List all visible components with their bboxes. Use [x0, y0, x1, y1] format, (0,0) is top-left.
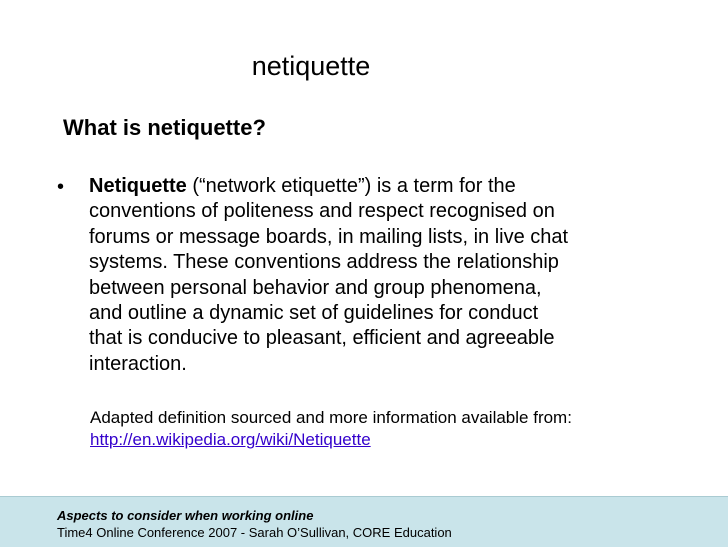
slide-title: netiquette: [251, 51, 371, 81]
source-link[interactable]: http://en.wikipedia.org/wiki/Netiquette: [90, 430, 371, 449]
bullet-text: [89, 174, 677, 377]
footer-credit: Time4 Online Conference 2007 - Sarah O’Sullivan, CORE Education: [57, 525, 452, 540]
slide-subtitle: What is netiquette?: [63, 115, 266, 140]
footer-topic: Aspects to consider when working online: [57, 508, 314, 523]
bullet-term: Netiquette: [89, 175, 187, 197]
source-block: [90, 407, 690, 451]
bullet-list: [57, 174, 677, 377]
bullet-definition: (“network etiquette”) is a term for the conventions of politeness and respect recognised on forums or message boards, in mailing lists, in live chat systems. These conventions address the relationship between personal behavior and group phenomena, and outline a dynamic set of guidelines for conduct that is conducive to pleasant, efficient and agreeable interaction.: [89, 175, 569, 375]
bullet-item: [57, 174, 677, 377]
footer-bar: [0, 496, 728, 547]
source-text: Adapted definition sourced and more information available from:: [90, 408, 572, 427]
bullet-marker: •: [57, 176, 65, 198]
